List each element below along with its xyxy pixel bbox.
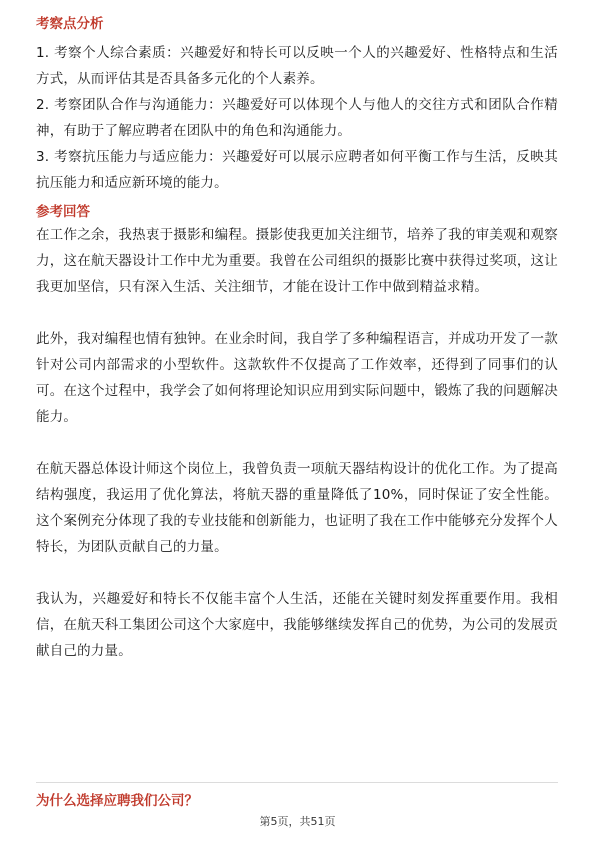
- page-number: 第5页，共51页: [259, 815, 336, 828]
- section-divider: [36, 782, 558, 783]
- answer-paragraph-2: 此外，我对编程也情有独钟。在业余时间，我自学了多种编程语言，并成功开发了一款针对公司内部需求的小型软件。这款软件不仅提高了工作效率，还得到了同事们的认可。在这个过程中，我学会了如何将理论知识应用到实际问题中，锻炼了我的问题解决能力。: [36, 331, 558, 425]
- section-heading-why-choose-us: 为什么选择应聘我们公司？: [36, 793, 198, 809]
- section-heading-reference-answer: 参考回答: [36, 204, 90, 220]
- answer-paragraph-1: 在工作之余，我热衷于摄影和编程。摄影使我更加关注细节，培养了我的审美观和观察力，这在航天器设计工作中尤为重要。我曾在公司组织的摄影比赛中获得过奖项，这让我更加坚信，只有深入生活、关注细节，才能在设计工作中做到精益求精。: [36, 227, 558, 295]
- analysis-item-3: 3. 考察抗压能力与适应能力：兴趣爱好可以展示应聘者如何平衡工作与生活，反映其抗压能力和适应新环境的能力。: [36, 149, 558, 191]
- analysis-item-1: 1. 考察个人综合素质：兴趣爱好和特长可以反映一个人的兴趣爱好、性格特点和生活方式，从而评估其是否具备多元化的个人素养。: [36, 45, 558, 87]
- answer-paragraph-3: 在航天器总体设计师这个岗位上，我曾负责一项航天器结构设计的优化工作。为了提高结构强度，我运用了优化算法，将航天器的重量降低了10%，同时保证了安全性能。这个案例充分体现了我的专业技能和创新能力，也证明了我在工作中能够充分发挥个人特长，为团队贡献自己的力量。: [36, 461, 558, 555]
- answer-paragraph-4: 我认为，兴趣爱好和特长不仅能丰富个人生活，还能在关键时刻发挥重要作用。我相信，在航天科工集团公司这个大家庭中，我能够继续发挥自己的优势，为公司的发展贡献自己的力量。: [36, 591, 558, 659]
- analysis-item-2: 2. 考察团队合作与沟通能力：兴趣爱好可以体现个人与他人的交往方式和团队合作精神，有助于了解应聘者在团队中的角色和沟通能力。: [36, 97, 558, 139]
- document-body: [36, 14, 558, 664]
- section-heading-analysis: 考察点分析: [36, 16, 104, 32]
